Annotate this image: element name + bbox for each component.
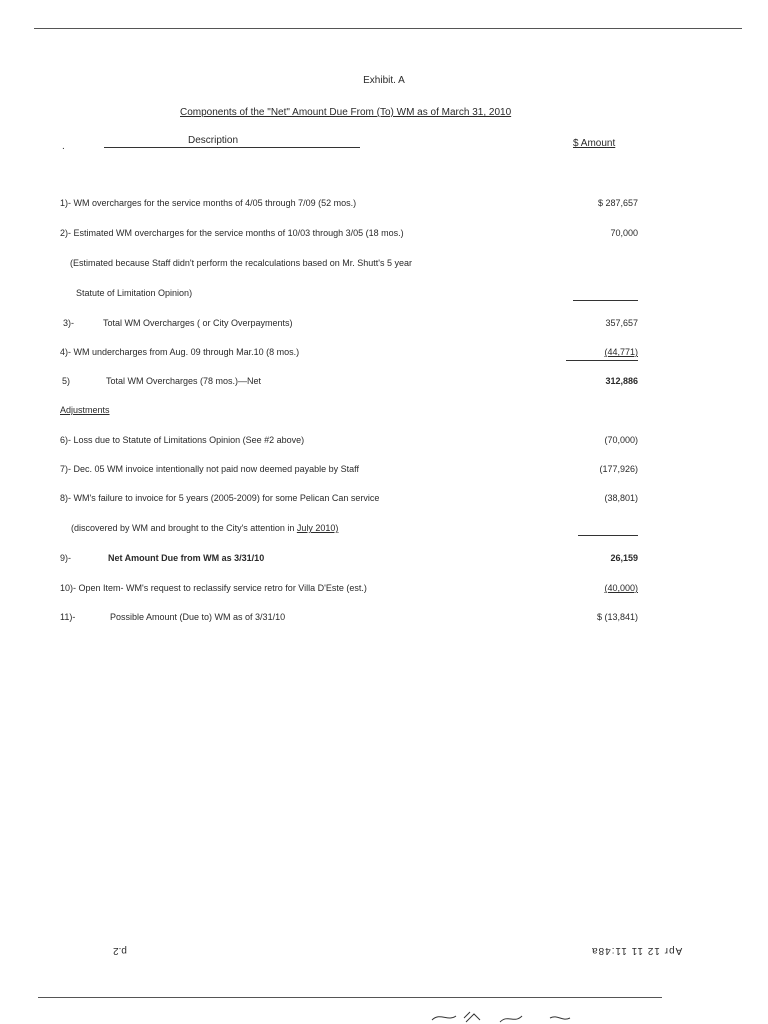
item-description: Loss due to Statute of Limitations Opinion (See #2 above): [73, 435, 305, 445]
item-description: Statute of Limitation Opinion): [76, 288, 193, 298]
item-amount: $ (13,841): [596, 612, 638, 622]
subtotal-rule: [566, 360, 638, 361]
handwriting-scribble: [430, 1008, 610, 1024]
top-rule: [34, 28, 742, 29]
description-header-label: Description: [188, 135, 239, 146]
item-number: 2)-: [60, 228, 71, 238]
item-amount: (44,771): [604, 347, 638, 357]
line-item: [0, 583, 768, 599]
line-item: [0, 318, 768, 334]
item-number: 3)-: [63, 318, 74, 328]
line-item: [0, 612, 768, 628]
item-amount: (177,926): [599, 464, 638, 474]
exhibit-title: Exhibit. A: [363, 75, 405, 86]
item-description: WM overcharges for the service months of 4/05 through 7/09 (52 mos.): [73, 198, 357, 208]
item-number: 10)-: [60, 583, 77, 593]
line-item: [0, 493, 768, 509]
exhibit-subtitle: Components of the "Net" Amount Due From (To) WM as of March 31, 2010: [180, 107, 512, 118]
item-amount: 312,886: [605, 376, 638, 386]
item-description: Dec. 05 WM invoice intentionally not paid now deemed payable by Staff: [73, 464, 360, 474]
item-description: Total WM Overcharges ( or City Overpayments): [103, 318, 293, 328]
item-number: 9)-: [60, 553, 71, 563]
item-description: (Estimated because Staff didn't perform the recalculations based on Mr. Shutt's 5 year: [70, 258, 412, 268]
line-item: [0, 376, 768, 392]
line-item: [0, 198, 768, 214]
item-amount: 357,657: [605, 318, 638, 328]
item-amount: (70,000): [604, 435, 638, 445]
item-number: 7)-: [60, 464, 71, 474]
item-description: Total WM Overcharges (78 mos.)—Net: [106, 376, 262, 386]
bottom-rule: [38, 997, 662, 998]
item-description: Net Amount Due from WM as 3/31/10: [108, 553, 265, 563]
section-heading: [0, 405, 768, 421]
line-item-continuation: [0, 523, 768, 539]
line-item: [0, 553, 768, 569]
line-item: [0, 464, 768, 480]
item-description: WM's failure to invoice for 5 years (2005-2009) for some Pelican Can service: [73, 493, 380, 503]
item-amount: $ 287,657: [597, 198, 638, 208]
item-amount: 26,159: [610, 553, 638, 563]
item-description: WM undercharges from Aug. 09 through Mar.10 (8 mos.): [73, 347, 300, 357]
amount-header: $ Amount: [573, 138, 616, 149]
line-item-continuation: [0, 258, 768, 274]
adjustments-heading: Adjustments: [60, 405, 110, 415]
subtotal-rule: [573, 300, 638, 301]
line-item-continuation: [0, 288, 768, 304]
item-amount: 70,000: [610, 228, 638, 238]
line-item: [0, 228, 768, 244]
bullet-mark: .: [62, 141, 65, 152]
item-number: 4)-: [60, 347, 71, 357]
item-description: Estimated WM overcharges for the service months of 10/03 through 3/05 (18 mos.): [73, 228, 404, 238]
line-item: [0, 435, 768, 451]
page-number-mark: p.2: [113, 945, 127, 956]
item-number: 11)-: [60, 612, 76, 622]
subtotal-rule: [578, 535, 638, 536]
item-description: Possible Amount (Due to) WM as of 3/31/10: [110, 612, 286, 622]
line-item: [0, 347, 768, 363]
date-reference: July 2010): [296, 523, 339, 533]
fax-timestamp: Apr 12 11 11:48a: [591, 945, 683, 956]
description-header: [104, 135, 360, 148]
item-number: 8)-: [60, 493, 71, 503]
item-number: 1)-: [60, 198, 71, 208]
item-number: 5): [62, 376, 71, 386]
item-amount: (40,000): [604, 583, 638, 593]
item-description: (discovered by WM and brought to the City's attention in: [71, 523, 295, 533]
item-number: 6)-: [60, 435, 71, 445]
item-description: Open Item- WM's request to reclassify service retro for Villa D'Este (est.): [78, 583, 367, 593]
item-amount: (38,801): [604, 493, 638, 503]
